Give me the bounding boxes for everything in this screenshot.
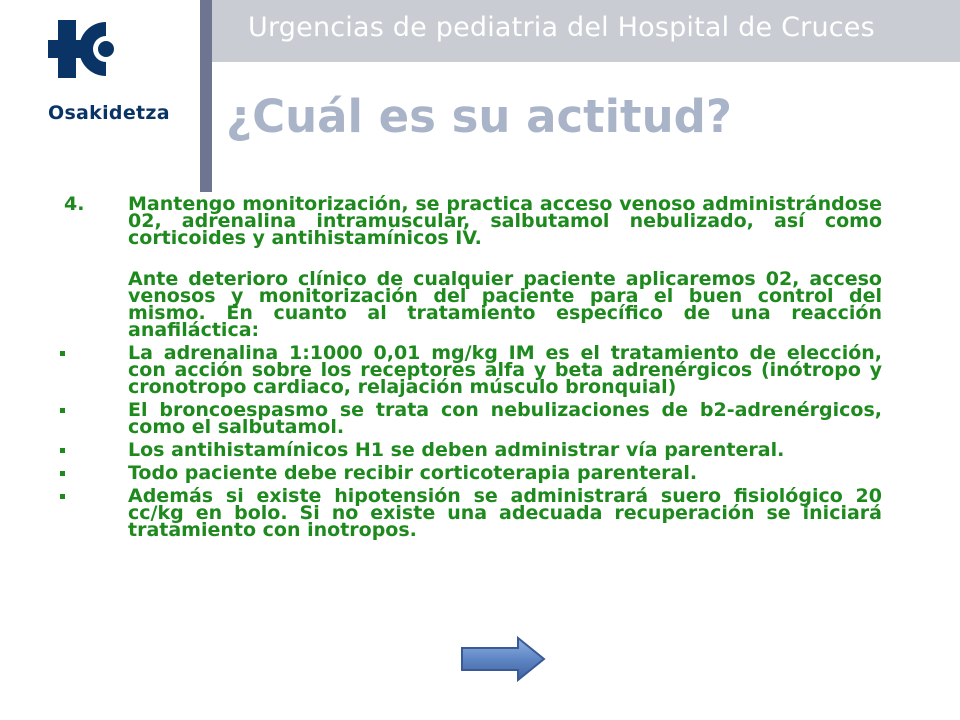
option-number: 4. [64,193,85,215]
bullet-text: El broncoespasmo se trata con nebulizaciones de b2-adrenérgicos, como el salbutamol. [128,399,882,438]
option-text: Mantengo monitorización, se practica acceso venoso administrándose 02, adrenalina intramuscular, salbutamol nebulizado, así como corticoides y antihistamínicos IV. [128,193,882,249]
slide-body [60,193,882,541]
bullet-text: Todo paciente debe recibir corticoterapia parenteral. [128,462,698,484]
list-item [60,342,882,398]
slide-title: ¿Cuál es su actitud? [226,90,732,143]
list-item [60,462,882,484]
bullet-text: Los antihistamínicos H1 se deben administrar vía parenteral. [128,439,785,461]
bullet-text: La adrenalina 1:1000 0,01 mg/kg IM es el tratamiento de elección, con acción sobre los receptores alfa y beta adrenérgicos (inótropo y cronotropo cardiaco, relajación músculo bronquial) [128,342,882,398]
osakidetza-logo-icon [48,16,128,96]
right-arrow-icon [460,636,546,682]
bullet-text: Además si existe hipotensión se administrará suero fisiológico 20 cc/kg en bolo. Si no existe una adecuada recuperación se iniciará tratamiento con inotropos. [128,485,882,541]
logo-text: Osakidetza [48,102,170,124]
list-item [60,399,882,438]
explanation-text: Ante deterioro clínico de cualquier paciente aplicaremos 02, acceso venosos y monitorización del paciente para el buen control del mismo. En cuanto al tratamiento específico de una reacción anafiláctica: [128,268,882,341]
vertical-accent-bar [200,0,212,192]
list-item [60,439,882,461]
answer-option [60,193,882,249]
header-title: Urgencias de pediatria del Hospital de Cruces [248,12,875,43]
explanation-intro [60,268,882,341]
list-item [60,485,882,541]
next-slide-button[interactable] [460,636,546,682]
